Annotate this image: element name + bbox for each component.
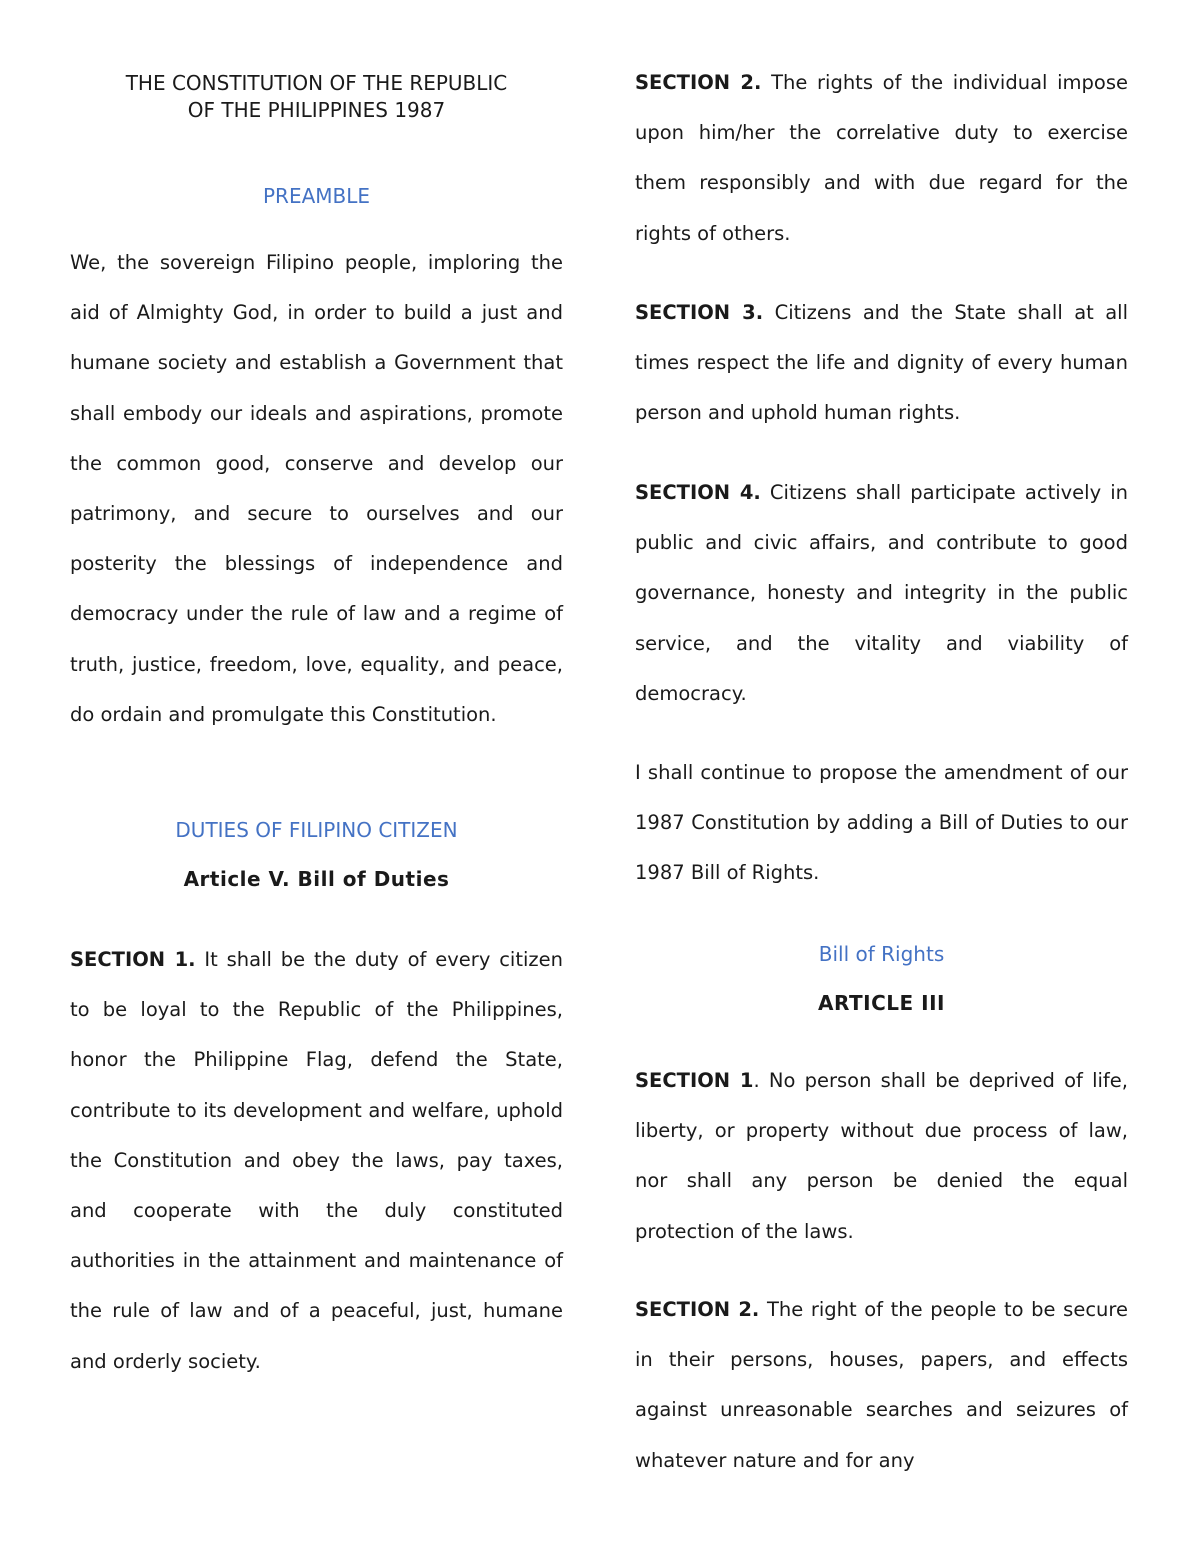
- section-text: The rights of the individual impose upon him/her the correlative duty to exercise them responsibly and with due regard for the rights of others.: [635, 71, 1128, 245]
- duties-article-title: Article V. Bill of Duties: [183, 867, 450, 891]
- rights-article-title: ARTICLE III: [818, 991, 945, 1015]
- document-title: [70, 70, 563, 124]
- duties-section-2: [635, 58, 1128, 259]
- section-text: The right of the people to be secure in their persons, houses, papers, and effects against unreasonable searches and seizures of whatever nature and for any: [635, 1298, 1128, 1472]
- duties-section-4: [635, 468, 1128, 719]
- section-label: SECTION 2.: [635, 1298, 760, 1321]
- section-label: SECTION 3.: [635, 301, 764, 324]
- duties-closing-statement: I shall continue to propose the amendment of our 1987 Constitution by adding a Bill of Duties to our 1987 Bill of Rights.: [635, 761, 1128, 885]
- rights-section-2: [635, 1285, 1128, 1486]
- preamble-text: We, the sovereign Filipino people, imploring the aid of Almighty God, in order to build a just and humane society and establish a Government that shall embody our ideals and aspirations, promote the common good, conserve and develop our patrimony, and secure to ourselves and our posterity the blessings of independence and democracy under the rule of law and a regime of truth, justice, freedom, love, equality, and peace, do ordain and promulgate this Constitution.: [70, 251, 563, 726]
- duties-section-3: [635, 288, 1128, 439]
- document-title-line1: THE CONSTITUTION OF THE REPUBLIC: [125, 71, 508, 95]
- duties-section-1: [70, 935, 563, 1387]
- section-label: SECTION 1.: [70, 948, 196, 971]
- preamble-heading: PREAMBLE: [262, 184, 371, 208]
- section-text: . No person shall be deprived of life, liberty, or property without due process of law, nor shall any person be denied the equal protection of the laws.: [635, 1069, 1128, 1243]
- section-label: SECTION 2.: [635, 71, 762, 94]
- section-label: SECTION 1: [635, 1069, 754, 1092]
- section-text: Citizens and the State shall at all times respect the life and dignity of every human person and uphold human rights.: [635, 301, 1128, 425]
- duties-heading: DUTIES OF FILIPINO CITIZEN: [175, 818, 458, 842]
- section-text: It shall be the duty of every citizen to be loyal to the Republic of the Philippines, honor the Philippine Flag, defend the State, contribute to its development and welfare, uphold the Constitution and obey the laws, pay taxes, and cooperate with the duly constituted authorities in the attainment and maintenance of the rule of law and of a peaceful, just, humane and orderly society.: [70, 948, 563, 1373]
- section-label: SECTION 4.: [635, 481, 761, 504]
- document-title-line2: OF THE PHILIPPINES 1987: [187, 98, 446, 122]
- rights-heading: Bill of Rights: [818, 942, 945, 966]
- section-text: Citizens shall participate actively in public and civic affairs, and contribute to good governance, honesty and integrity in the public service, and the vitality and viability of democracy.: [635, 481, 1129, 705]
- rights-section-1: [635, 1056, 1128, 1257]
